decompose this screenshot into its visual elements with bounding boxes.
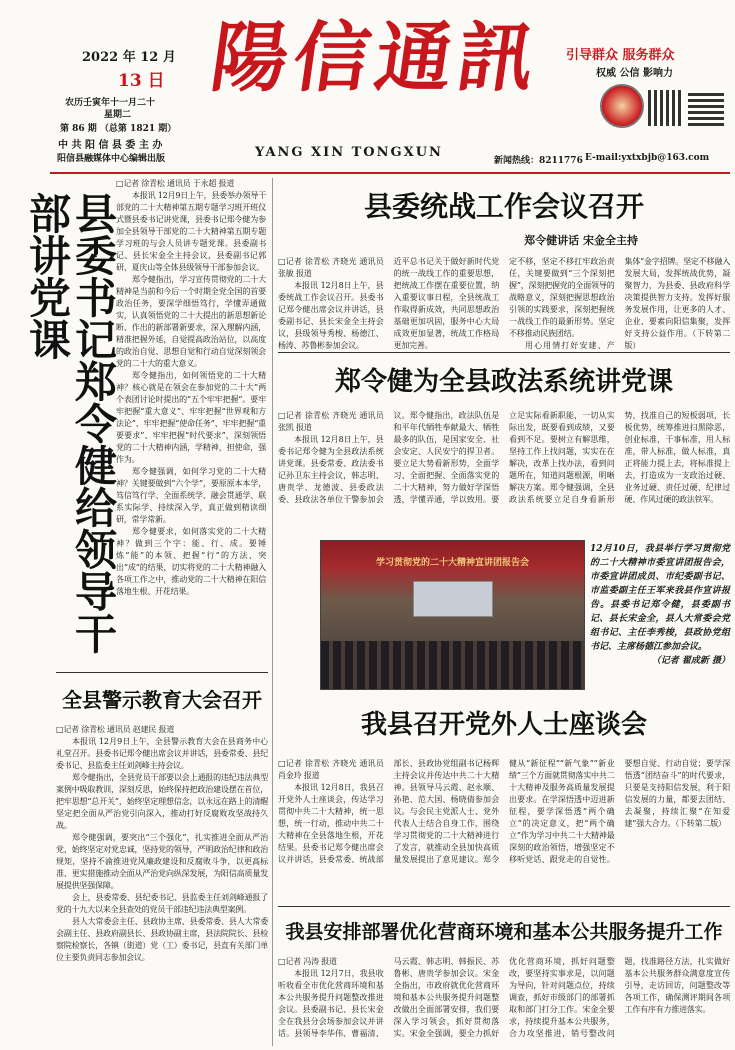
masthead-rule	[50, 172, 730, 174]
photo-screen	[413, 581, 493, 617]
business-headline: 我县安排部署优化营商环境和基本公共服务提升工作	[285, 921, 723, 943]
issue-date: 2022 年 12 月	[82, 50, 176, 65]
issue-number: 第 86 期 （总第 1821 期）	[60, 124, 177, 134]
photo-audience	[321, 641, 585, 690]
column-divider	[272, 178, 273, 1046]
non-party-text: 本报讯 12月8日，我县召开党外人士座谈会，传达学习贯彻中共二十大精神，统一思想，统一行动，推动中共二十大精神在全县落地生根，开花结果。县委书记郑令健出席会议并讲话，县委常委、统战部部长、县政协党组副书记杨辉主持会议并传达中共二十大精神。县领导马云霞、赵永顺、孙艳、范大国、杨晓倩参加会议。与会民主党派人士、党外代表人士结合自身工作，围绕学习贯彻党的二十大精神进行了发言，就推动全县加快高质量发展提出了意见建议。郑令健从“新征程”“新气象”“新业绩”三个方面就贯彻落实中共二十大精神及服务高质量发展提出要求。在学深悟透中迈进新征程，要学深悟透“两个确立”的决定意义，把“两个确立”作为学习中共二十大精神最深刻的政治领悟，增强坚定不移听党话、跟党走的自觉性。要想自觉、行动自觉；要学深悟透“团结奋斗”的时代要求，只要是支持阳信发展，利于阳信发展的力量，都要去团结、去凝聚，持续汇聚“在知爱建”强大合力。（下转第二版）	[278, 759, 730, 864]
issue-day: 13 日	[118, 71, 165, 91]
contact-email: E-mail:yxtxbjb@163.com	[585, 153, 710, 163]
news-photo	[320, 540, 585, 690]
divider	[56, 672, 268, 673]
slogan-primary: 引导群众 服务群众	[566, 48, 675, 63]
editor: 阳信县融媒体中心编辑出版	[57, 154, 166, 164]
warning-paragraph: 本报讯 12月9日上午，全县警示教育大会在县商务中心礼堂召开。县委书记郑令健出席会议并讲话，县委常委、县纪委书记、县监委主任刘剑峰主持会议。	[56, 737, 268, 770]
political-legal-byline: □记者 徐青松 齐晓光 通讯员 张凯 报道	[278, 411, 384, 432]
photo-caption-text: 12月10日，我县举行学习贯彻党的二十大精神市委宣讲团报告会，市委宣讲团成员、市纪委副书记、市监委副主任王军来我县作宣讲报告。县委书记郑令健，县委副书记、县长宋金全，县人大常委会党组书记、主任李秀梭，县政协党组书记、主席杨德江参加会议。	[590, 544, 730, 652]
warning-paragraph: 郑令健指出，全县党员干部要以会上通报的违纪违法典型案例中吸取教训，深刻反思，始终保持把政治建设摆在首位，把牢思想“总开关”，始终坚定理想信念，以永远在路上的清醒坚定把全面从严治党引向深入，推动打好反腐败攻坚战持久战。	[56, 773, 268, 830]
photo-caption	[590, 542, 730, 668]
united-front-headline: 县委统战工作会议召开	[363, 190, 644, 223]
warning-headline: 全县警示教育大会召开	[62, 688, 262, 712]
united-front-paragraph: 近平总书记关于做好新时代党的统一战线工作的重要思想，把统战工作摆在重要位置，纳入重要议事日程，全县统战工作取得新成效，共同思想政治基础更加巩固，服务中心大局成效更加显著，统战工作格局更加完善。	[393, 257, 499, 350]
slogan-secondary: 权威 公信 影响力	[596, 68, 673, 79]
news-hotline: 新闻热线：8211776	[494, 156, 583, 166]
newspaper-title: 陽信通訊	[205, 13, 547, 102]
non-party-article	[278, 692, 730, 902]
warning-article	[56, 676, 268, 1046]
political-legal-text: 本报讯 12月8日上午，县委书记郑令健为全县政法系统讲党课。县委常委、政法委书记孙卫东主持会议，韩志明、唐贵学、龙德波、县委政法委、县政法各单位干警参加会议。郑令健指出，政法队伍是和平年代牺牲奉献最大、牺牲最多的队伍，是国家安全、社会安定、人民安宁的捍卫者。要立足大势看新形势，全面学习、全面把握、全面落实党的二十大精神，努力做好学深悟透，学懂弄通，学以致用。要立足实际看新职能，一切从实际出发，既要看到成绩，又要看到不足。要树立有解思维，坚持工作上找问题，实实在在解决，改革上找办法，看到问题所在，知道问题根源，明晰解决方案。郑令健强调，全县政法系统要立足自身看新形势，找准自己的短板弱项，长板优势，统筹推进扫黑除恶，创业标准，干事标准，用人标准，带人标准，做人标准，真正将能力提上去，将标准提上去，打造成为一支政治过硬、业务过硬、责任过硬、纪律过硬、作风过硬的政法铁军。	[278, 411, 730, 504]
photo-banner: 学习贯彻党的二十大精神宣讲团报告会	[375, 558, 529, 568]
united-front-article	[278, 178, 730, 350]
warning-byline: □记者 徐青松 通讯员 赵建民 报道	[56, 725, 175, 734]
qr-code-right	[688, 90, 724, 126]
united-front-paragraph: 用心用情打好安建、产 集体”金字招牌。坚定不移融入发展大局，发挥统战优势，凝聚智力，为县委、县政府科学决策提供智力支持。发挥好服务发展作用，让更多的人才、企业、要素向阳信集聚，发挥好支持公益作用。（下转第二版）	[525, 257, 730, 350]
lead-headline: 县委书记郑令健给领导干部讲党课	[23, 192, 118, 654]
business-text: 本报讯 12月7日，我县收听收看全市优化营商环境和基本公共服务提升问题整改推进会议。县委副书记、县长宋金全在我县分会场参加会议并讲话。县领导李华伟、曹福清、马云霞、韩志明、韩振民、苏鲁彬、唐贵学参加会议。宋金全指出，市政府就优化营商环境和基本公共服务提升问题整改做出全面部署安排，我们要深入学习领会，抓好贯彻落实。宋金全强调，要全力抓好优化营商环境，抓好问题整改，要坚持实事求是，以问题为导向，针对问题点位，持续调查，抓好市级部门的部署抓取和部门打分工作。宋金全要求，持续提升基本公共服务，合力攻坚推进，销号整改问题，找准路径方法，扎实做好基本公共服务群众满意度宣传引导，走访回访，问题整改等各项工作，确保测评期间各项工作有序有力推进落实。	[278, 957, 730, 1038]
lead-paragraph: 郑令健强调，如何学习党的二十大精神？关键要做到“六个学”，要原原本本学，笃信笃行学、全面系统学、融会贯通学、联系实际学、持续深入学，真正做到精读细研，常学常新。	[116, 467, 266, 524]
masthead	[0, 0, 735, 175]
political-legal-article	[278, 354, 730, 532]
lead-intro: 本报讯 12月9日上午，县委举办领导干部党的二十大精神第五期专题学习班开班仪式暨县委书记讲党课，县委书记郑令健为参加全县领导干部党的二十大精神第五期专题学习班的与会人员讲专题党课。县委副书记、县长宋金全主持会议，县委副书记郭研、夏庆山等全体县级领导干部参加会议。	[116, 191, 267, 272]
lead-byline: □记者 徐青松 通讯员 于永超 报道	[116, 179, 235, 188]
qr-code-left	[648, 90, 684, 126]
warning-paragraph: 会上，县委常委、县纪委书记、县监委主任刘剑峰通报了党的十九大以来全县查处的党员干部违纪违法典型案例。	[56, 893, 268, 914]
lead-article	[23, 178, 268, 668]
weekday: 星期二	[104, 110, 132, 120]
united-front-paragraph: 定不移，坚定不移扛牢政治责任，关键要做到“三个深刻把握”，深刻把握党的全面领导的战略意义，深刻把握思想政治引领的实践要求，深刻把握统一战线工作的最新形势。坚定不移推动民族团结。	[509, 257, 615, 338]
lunar-date: 农历壬寅年十一月二十	[65, 98, 156, 108]
lead-paragraph: 郑令健指出，如何领悟党的二十大精神？核心就是在领会在参加党的二十大”两个表团讨论时提出的“五个牢牢把握”。要牢牢把握“重大意义”、牢牢把握“世界观和方法论”、牢牢把握“使命任务”、牢牢把握“重要要求”、牢牢把握“时代要求”，深刻领悟党的二十大精神内涵，学精神，担使命，强作为。	[116, 371, 266, 464]
lead-paragraph: 郑令健指出，学习宣传贯彻党的二十大精神是当前和今后一个时期全党全国的首要政治任务，要深学细悟笃行，学懂弄通做实，认真领悟党的二十大提出的新思想新论断、作出的新部署新要求，深入理解内涵，精准把握外延，自觉提高政治站位，以高度的政治自觉、思想自觉和行动自觉深刻领会党的二十大的重大意义。	[116, 275, 266, 368]
emblem-graphic	[600, 84, 644, 128]
united-front-byline: □记者 徐青松 齐晓光 通讯员 张敏 报道	[278, 257, 384, 278]
warning-paragraph: 县人大常委会主任、县政协主席、县委常委、县人大常委会副主任、县政府副县长、县政协副主席，县法院院长、县检察院检察长，各镇（街道）党（工）委书记，县直有关部门单位主要负责同志参加会议。	[56, 917, 268, 962]
divider	[278, 906, 730, 907]
sponsor: 中 共 阳 信 县 委 主 办	[58, 140, 163, 151]
political-legal-headline: 郑令健为全县政法系统讲党课	[334, 367, 673, 397]
lead-paragraph: 郑令健要求，如何落实党的二十大精神？做到三个字：能、行、成。要锤炼“能”的本领、把握“行”的方法、突出“成”的结果，切实将党的二十大精神融入各项工作之中，推动党的二十大精神在阳信落地生根、开花结果。	[116, 527, 266, 596]
business-byline: □记者 冯涛 报道	[278, 957, 337, 966]
business-article	[278, 908, 730, 1046]
photo-credit: （记者 翟成新 摄）	[651, 656, 730, 666]
newspaper-pinyin: YANG XIN TONGXUN	[255, 145, 443, 160]
warning-paragraph: 郑令健强调，要突出“三个强化”，扎实推进全面从严治党，始终坚定对党忠诚，坚持党的领导，严明政治纪律和政治规矩，坚持不渝推进党风廉政建设和反腐败斗争，以更高标准、更实措施推动全面从严治党向纵深发展，为阳信高质量发展提供坚强保障。	[56, 833, 268, 890]
non-party-byline: □记者 徐青松 齐晓光 通讯员 肖金玲 报道	[278, 759, 384, 780]
united-front-subtitle: 郑令健讲话 宋金全主持	[524, 234, 638, 247]
united-front-paragraph: 本报讯 12月8日上午，县委统战工作会议召开。县委书记郑令健出席会议并讲话，县委副书记、县长宋金全主持会议，县级领导秀梭、杨德江、杨涛、苏鲁彬参加会议。	[278, 281, 384, 350]
divider	[278, 352, 730, 353]
non-party-headline: 我县召开党外人士座谈会	[360, 710, 647, 740]
